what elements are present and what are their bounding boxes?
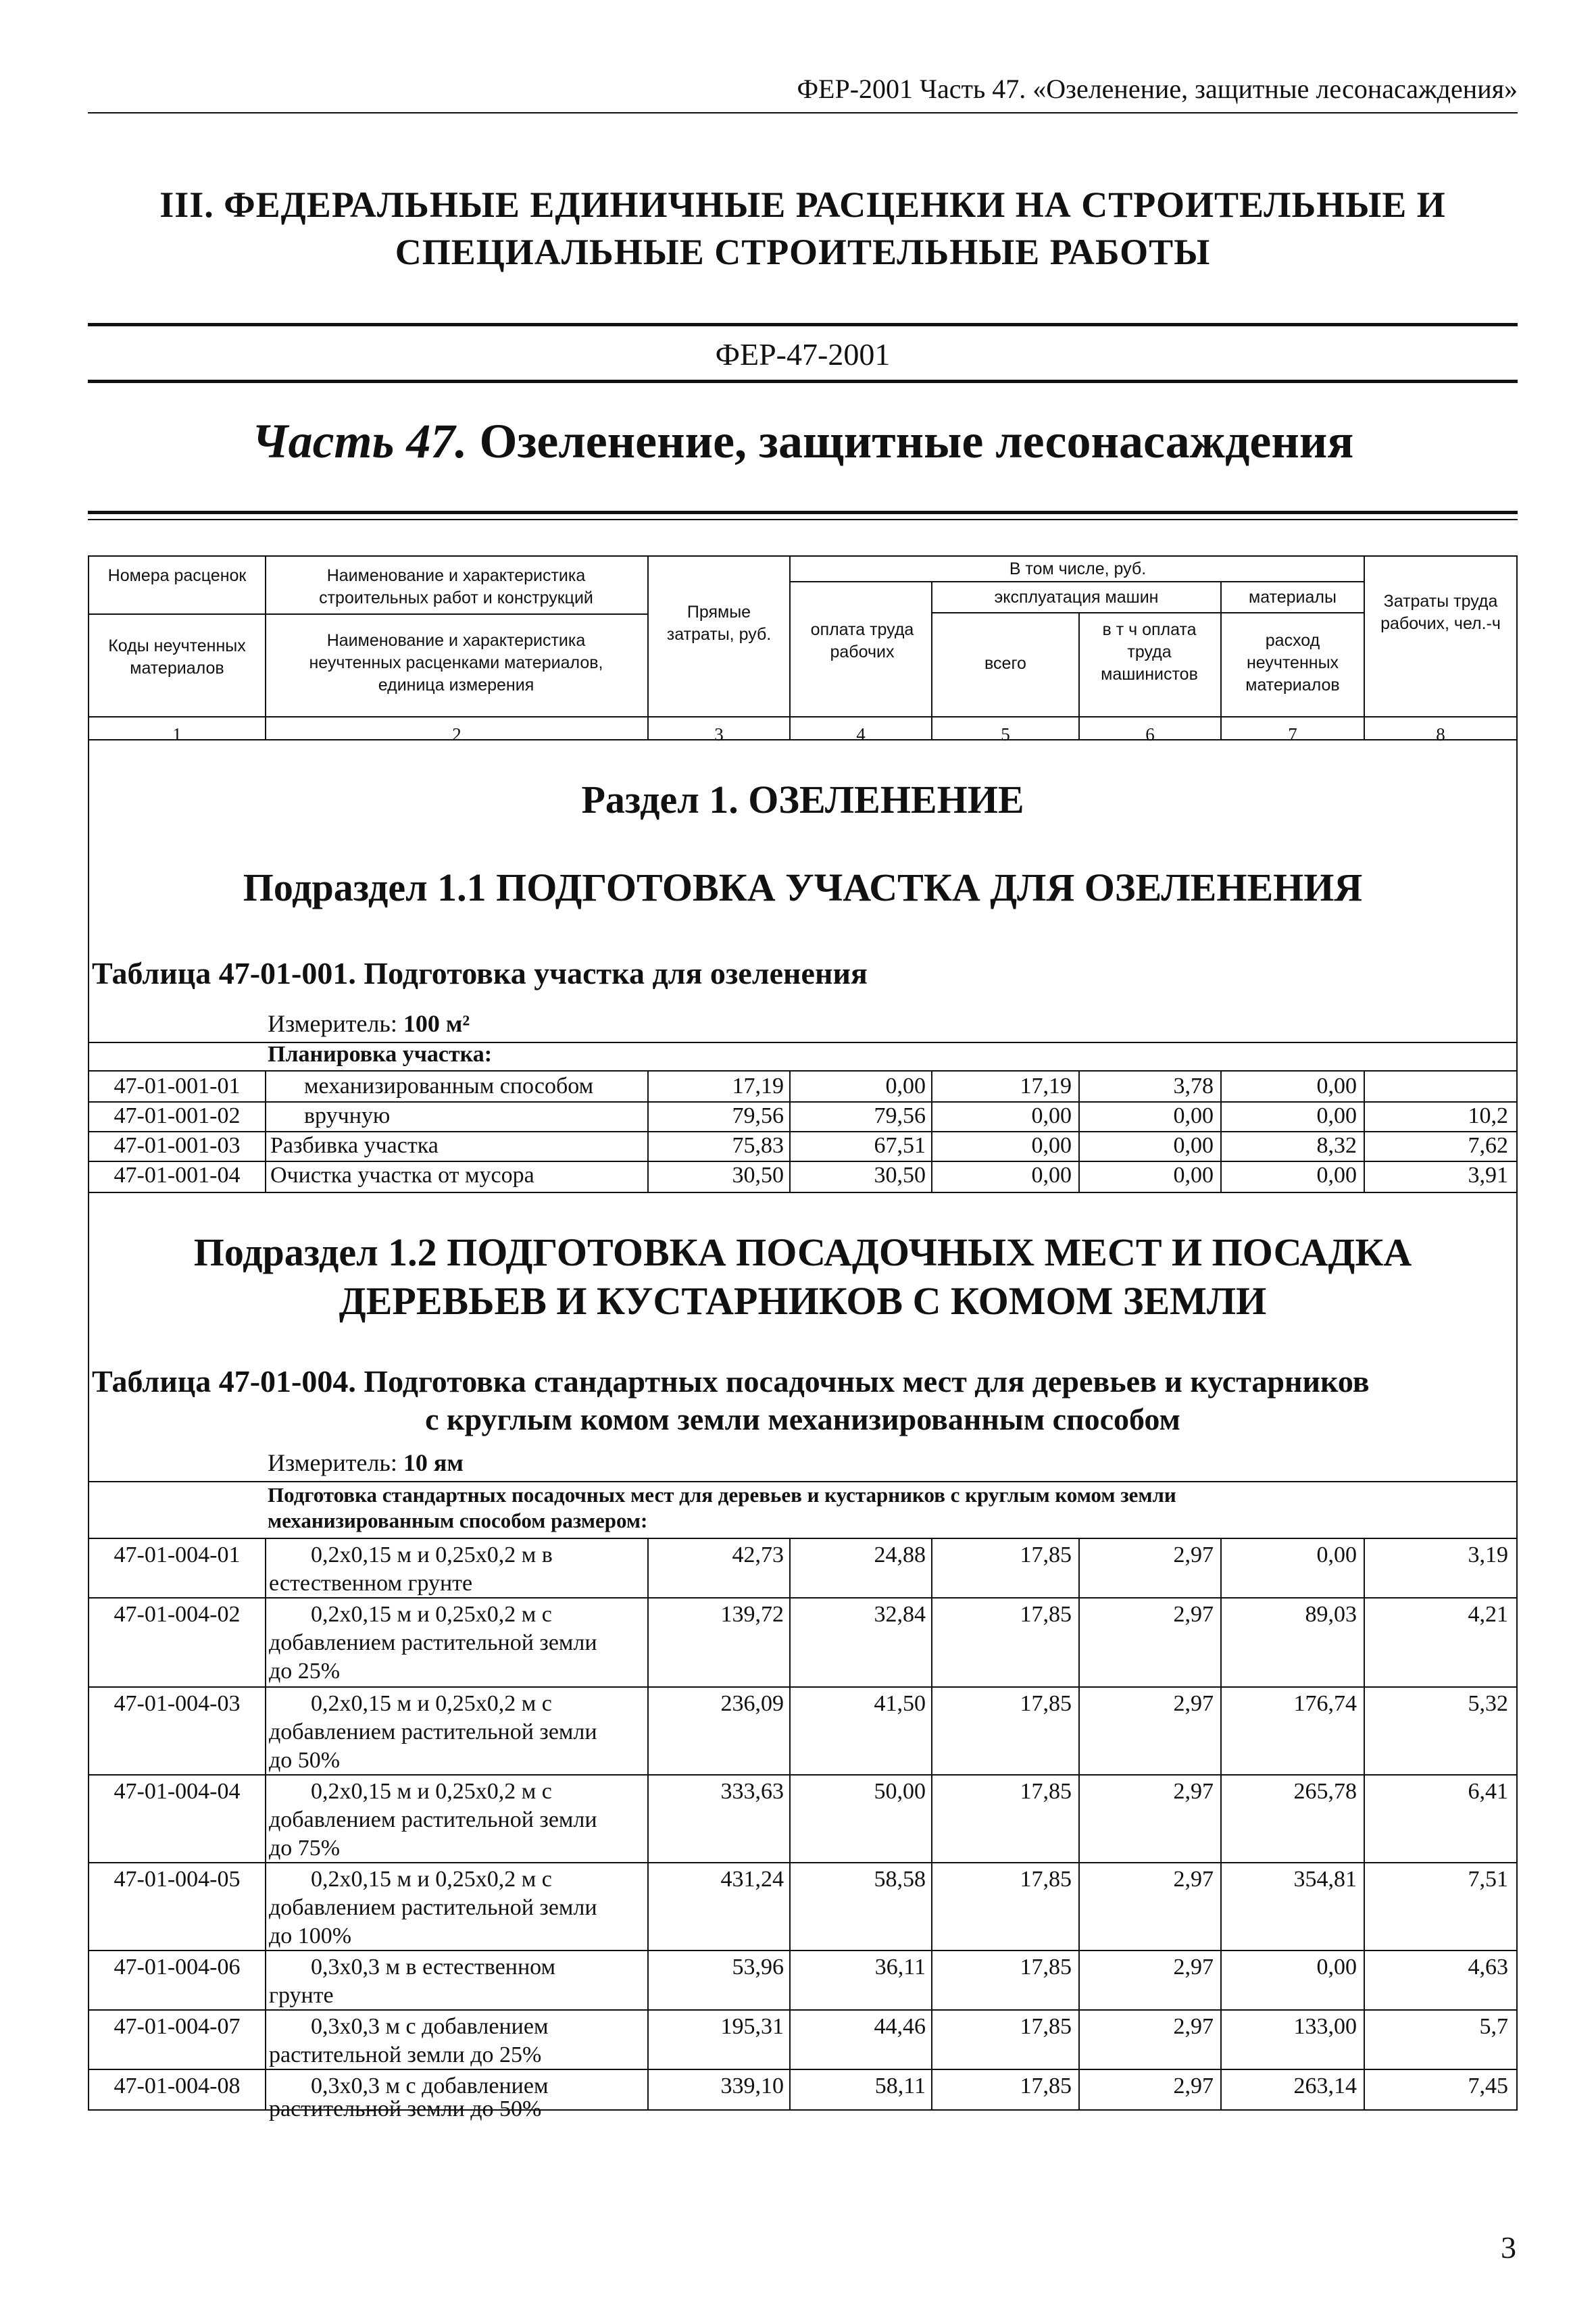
- rate-labor: 7,62: [1468, 1133, 1508, 1158]
- header-material-codes: Коды неучтенных материалов: [108, 636, 246, 678]
- header-direct-costs: Прямые затраты, руб.: [666, 603, 772, 644]
- rate-name: механизированным способом: [304, 1074, 594, 1099]
- header-materials-consumption: расход неучтенных материалов: [1245, 631, 1340, 695]
- s1-vline-5: [1078, 1070, 1080, 1192]
- doc-title-line-1: III. ФЕДЕРАЛЬНЫЕ ЕДИНИЧНЫЕ РАСЦЕНКИ НА СТРОИТЕЛЬНЫЕ И: [159, 184, 1446, 225]
- rate-direct: 195,31: [720, 2014, 784, 2039]
- part-rule-2: [88, 519, 1518, 520]
- rate-name-line-2: добавлением растительной земли: [269, 1719, 597, 1744]
- header-material-name: Наименование и характеристика неучтенных расценками материалов, единица измерения: [309, 631, 603, 695]
- rate-code: 47-01-001-02: [114, 1103, 241, 1128]
- rate-labor: 3,19: [1468, 1542, 1508, 1567]
- rate-machinists: 0,00: [1173, 1163, 1214, 1188]
- unit-label: Измеритель:: [268, 1010, 397, 1037]
- part-rule-1: [88, 511, 1518, 514]
- code-rule-top: [88, 323, 1518, 326]
- subsection-1-2-title: [88, 1228, 1518, 1326]
- rate-name-line-2: естественном грунте: [269, 1571, 473, 1596]
- rate-materials: 0,00: [1316, 1074, 1357, 1099]
- table-47-01-004-group: [268, 1482, 1176, 1534]
- page-number: 3: [1501, 2230, 1516, 2265]
- col-number-6: 6: [1145, 724, 1155, 745]
- rate-materials: 0,00: [1316, 1103, 1357, 1128]
- rate-direct: 139,72: [720, 1602, 784, 1627]
- s1-vline-7: [1364, 1070, 1365, 1192]
- rate-machines: 0,00: [1031, 1103, 1072, 1128]
- rate-code: 47-01-001-04: [114, 1163, 241, 1188]
- rate-materials: 0,00: [1316, 1955, 1357, 1980]
- rate-wages: 36,11: [874, 1955, 926, 1980]
- group-label-line-2: механизированным способом размером:: [268, 1509, 648, 1532]
- rate-machines: 17,85: [1020, 1779, 1072, 1804]
- rate-wages: 67,51: [874, 1133, 926, 1158]
- unit-value: 10 ям: [403, 1449, 464, 1476]
- group-label-line-1: Подготовка стандартных посадочных мест для деревьев и кустарников с круглым комом земли: [268, 1483, 1176, 1507]
- header-work-name: Наименование и характеристика строительных работ и конструкций: [319, 566, 593, 607]
- rate-machinists: 2,97: [1173, 1542, 1214, 1567]
- unit-value: 100 м²: [403, 1010, 470, 1037]
- rate-name-line-1: 0,2х0,15 м и 0,25х0,2 м в: [311, 1542, 553, 1567]
- rate-machinists: 0,00: [1173, 1133, 1214, 1158]
- rate-direct: 431,24: [720, 1867, 784, 1892]
- rate-machinists: 2,97: [1173, 1955, 1214, 1980]
- header-labor: Затраты труда рабочих, чел.-ч: [1380, 592, 1501, 633]
- rate-machinists: 3,78: [1173, 1074, 1214, 1099]
- s2-vline-2: [647, 1538, 649, 2109]
- s1-line-5: [88, 1192, 1518, 1193]
- col-number-2: 2: [452, 724, 462, 745]
- rate-name-line-1: 0,3х0,3 м с добавлением: [311, 2073, 549, 2098]
- rate-code: 47-01-004-03: [114, 1691, 241, 1716]
- rate-name: Разбивка участка: [270, 1133, 439, 1158]
- rate-wages: 44,46: [874, 2014, 926, 2039]
- doc-title-line-2: СПЕЦИАЛЬНЫЕ СТРОИТЕЛЬНЫЕ РАБОТЫ: [395, 232, 1211, 272]
- s1-vline-1: [265, 1070, 266, 1192]
- header-including: В том числе, руб.: [1009, 559, 1147, 578]
- header-split-left: [88, 613, 649, 615]
- header-rule: [88, 112, 1518, 114]
- s2-vline-7: [1364, 1538, 1365, 2109]
- rate-name-line-1: 0,2х0,15 м и 0,25х0,2 м с: [311, 1779, 552, 1804]
- rate-machines: 17,85: [1020, 2073, 1072, 2098]
- header-machines-total: всего: [984, 654, 1026, 673]
- rate-machines: 0,00: [1031, 1163, 1072, 1188]
- rate-labor: 7,45: [1468, 2073, 1508, 2098]
- rate-name-line-2: добавлением растительной земли: [269, 1807, 597, 1832]
- header-bottom-line: [88, 716, 1518, 718]
- rate-machines: 17,85: [1020, 1867, 1072, 1892]
- s1-vline-6: [1220, 1070, 1222, 1192]
- s1-vline-2: [647, 1070, 649, 1192]
- rate-code: 47-01-004-06: [114, 1955, 241, 1980]
- rate-code: 47-01-004-02: [114, 1602, 241, 1627]
- rate-labor: 5,7: [1479, 2014, 1508, 2039]
- rate-machines: 17,85: [1020, 1602, 1072, 1627]
- rate-name-line-1: 0,2х0,15 м и 0,25х0,2 м с: [311, 1867, 552, 1892]
- s2-vline-3: [789, 1538, 791, 2109]
- rate-machines: 0,00: [1031, 1133, 1072, 1158]
- rate-materials: 0,00: [1316, 1163, 1357, 1188]
- rate-machinists: 2,97: [1173, 1779, 1214, 1804]
- rate-machines: 17,85: [1020, 1955, 1072, 1980]
- rate-wages: 58,11: [874, 2073, 926, 2098]
- hdr-vline-7: [1364, 555, 1365, 739]
- rate-wages: 79,56: [874, 1103, 926, 1128]
- col-number-8: 8: [1436, 724, 1445, 745]
- rate-labor: 4,21: [1468, 1602, 1508, 1627]
- rate-code: 47-01-004-05: [114, 1867, 241, 1892]
- rate-materials: 176,74: [1293, 1691, 1357, 1716]
- rate-materials: 265,78: [1293, 1779, 1357, 1804]
- s2-line-1: [88, 1538, 1518, 1539]
- header-machines-line: [932, 612, 1365, 613]
- rate-machinists: 0,00: [1173, 1103, 1214, 1128]
- rate-direct: 17,19: [732, 1074, 784, 1099]
- rate-materials: 133,00: [1293, 2014, 1357, 2039]
- rate-name-line-1: 0,3х0,3 м в естественном: [311, 1955, 556, 1980]
- subsection-1-2-line-2: ДЕРЕВЬЕВ И КУСТАРНИКОВ С КОМОМ ЗЕМЛИ: [339, 1279, 1267, 1323]
- rate-code: 47-01-001-01: [114, 1074, 241, 1099]
- s2-line-3: [88, 1686, 1518, 1688]
- rate-wages: 24,88: [874, 1542, 926, 1567]
- part-title: Озеленение, защитные лесонасаждения: [479, 414, 1354, 468]
- col-number-3: 3: [714, 724, 724, 745]
- section-1-title: Раздел 1. ОЗЕЛЕНЕНИЕ: [581, 778, 1024, 822]
- table-47-01-001-group: Планировка участка:: [268, 1042, 493, 1067]
- code-rule-bottom: [88, 380, 1518, 383]
- header-incl-line: [791, 581, 1365, 582]
- running-header: ФЕР-2001 Часть 47. «Озеленение, защитные лесонасаждения»: [797, 74, 1518, 104]
- table-47-01-004-unit: [268, 1449, 464, 1477]
- hdr-vline-2: [647, 555, 649, 739]
- rate-materials: 8,32: [1316, 1133, 1357, 1158]
- header-wages: оплата труда рабочих: [810, 620, 914, 661]
- rate-direct: 236,09: [720, 1691, 784, 1716]
- rate-name-line-3: до 75%: [269, 1836, 341, 1861]
- table-47-01-004-title-line-2: с круглым комом земли механизированным способом: [425, 1402, 1180, 1436]
- rate-name-line-2: грунте: [269, 1983, 334, 2008]
- col-number-5: 5: [1001, 724, 1010, 745]
- rate-wages: 30,50: [874, 1163, 926, 1188]
- rate-name: Очистка участка от мусора: [270, 1163, 534, 1188]
- rate-wages: 58,58: [874, 1867, 926, 1892]
- rate-machinists: 2,97: [1173, 2073, 1214, 2098]
- rate-machines: 17,85: [1020, 1542, 1072, 1567]
- rate-name-line-2: добавлением растительной земли: [269, 1895, 597, 1920]
- rate-labor: 6,41: [1468, 1779, 1508, 1804]
- rate-name-line-3: до 50%: [269, 1748, 341, 1773]
- header-machines: эксплуатация машин: [994, 588, 1159, 607]
- rate-wages: 50,00: [874, 1779, 926, 1804]
- rate-direct: 75,83: [732, 1133, 784, 1158]
- rate-labor: 3,91: [1468, 1163, 1508, 1188]
- rate-name-line-1: 0,2х0,15 м и 0,25х0,2 м с: [311, 1602, 552, 1627]
- rate-materials: 354,81: [1293, 1867, 1357, 1892]
- rate-machinists: 2,97: [1173, 1691, 1214, 1716]
- rate-code: 47-01-001-03: [114, 1133, 241, 1158]
- unit-label: Измеритель:: [268, 1449, 397, 1476]
- rate-labor: 4,63: [1468, 1955, 1508, 1980]
- rate-name: вручную: [304, 1103, 391, 1128]
- table-47-01-001-unit: [268, 1009, 470, 1038]
- header-materials: материалы: [1249, 588, 1337, 607]
- s2-vline-5: [1078, 1538, 1080, 2109]
- rate-machines: 17,85: [1020, 2014, 1072, 2039]
- s1-vline-4: [931, 1070, 932, 1192]
- hdr-vline-1: [265, 555, 266, 739]
- rate-code: 47-01-004-04: [114, 1779, 241, 1804]
- code-label: ФЕР-47-2001: [715, 337, 891, 372]
- rate-name-line-1: 0,3х0,3 м с добавлением: [311, 2014, 549, 2039]
- table-47-01-004-title-line-1: Таблица 47-01-004. Подготовка стандартных посадочных мест для деревьев и кустарников: [92, 1364, 1370, 1399]
- s2-vline-4: [931, 1538, 932, 2109]
- col-number-7: 7: [1288, 724, 1297, 745]
- rate-name-line-2: растительной земли до 50%: [269, 2096, 542, 2121]
- rate-machinists: 2,97: [1173, 1867, 1214, 1892]
- table-border-top: [88, 555, 1518, 557]
- table-47-01-001-title: Таблица 47-01-001. Подготовка участка для озеленения: [92, 956, 868, 990]
- rate-materials: 263,14: [1293, 2073, 1357, 2098]
- rate-wages: 0,00: [885, 1074, 926, 1099]
- rate-direct: 53,96: [732, 1955, 784, 1980]
- rate-materials: 0,00: [1316, 1542, 1357, 1567]
- rate-name-line-1: 0,2х0,15 м и 0,25х0,2 м с: [311, 1691, 552, 1716]
- rate-code: 47-01-004-08: [114, 2073, 241, 2098]
- s2-vline-6: [1220, 1538, 1222, 2109]
- col-number-4: 4: [856, 724, 866, 745]
- s2-vline-1: [265, 1538, 266, 2109]
- rate-name-line-2: добавлением растительной земли: [269, 1630, 597, 1655]
- rate-direct: 30,50: [732, 1163, 784, 1188]
- rate-name-line-3: до 25%: [269, 1659, 341, 1684]
- header-rate-numbers: Номера расценок: [107, 566, 247, 585]
- rate-name-line-3: до 100%: [269, 1923, 352, 1948]
- rate-machines: 17,85: [1020, 1691, 1072, 1716]
- rate-machinists: 2,97: [1173, 1602, 1214, 1627]
- s1-vline-3: [789, 1070, 791, 1192]
- subsection-1-2-line-1: Подраздел 1.2 ПОДГОТОВКА ПОСАДОЧНЫХ МЕСТ И ПОСАДКА: [193, 1230, 1412, 1274]
- rate-machines: 17,19: [1020, 1074, 1072, 1099]
- rate-labor: 7,51: [1468, 1867, 1508, 1892]
- rate-direct: 42,73: [732, 1542, 784, 1567]
- rate-direct: 333,63: [720, 1779, 784, 1804]
- doc-title: [88, 181, 1518, 276]
- rate-materials: 89,03: [1305, 1602, 1357, 1627]
- part-heading: [88, 413, 1518, 470]
- rate-machinists: 2,97: [1173, 2014, 1214, 2039]
- rate-wages: 41,50: [874, 1691, 926, 1716]
- rate-wages: 32,84: [874, 1602, 926, 1627]
- rate-direct: 79,56: [732, 1103, 784, 1128]
- rate-code: 47-01-004-07: [114, 2014, 241, 2039]
- rate-name-line-2: растительной земли до 25%: [269, 2042, 542, 2067]
- rate-labor: 10,2: [1468, 1103, 1508, 1128]
- rate-labor: 5,32: [1468, 1691, 1508, 1716]
- part-label: Часть 47.: [251, 414, 468, 468]
- subsection-1-1-title: Подраздел 1.1 ПОДГОТОВКА УЧАСТКА ДЛЯ ОЗЕЛЕНЕНИЯ: [243, 865, 1363, 909]
- rate-direct: 339,10: [720, 2073, 784, 2098]
- hdr-vline-3: [789, 555, 791, 739]
- col-number-1: 1: [172, 724, 182, 745]
- rate-code: 47-01-004-01: [114, 1542, 241, 1567]
- header-machinists: в т ч оплата труда машинистов: [1101, 620, 1198, 684]
- hdr-vline-5: [1078, 612, 1080, 739]
